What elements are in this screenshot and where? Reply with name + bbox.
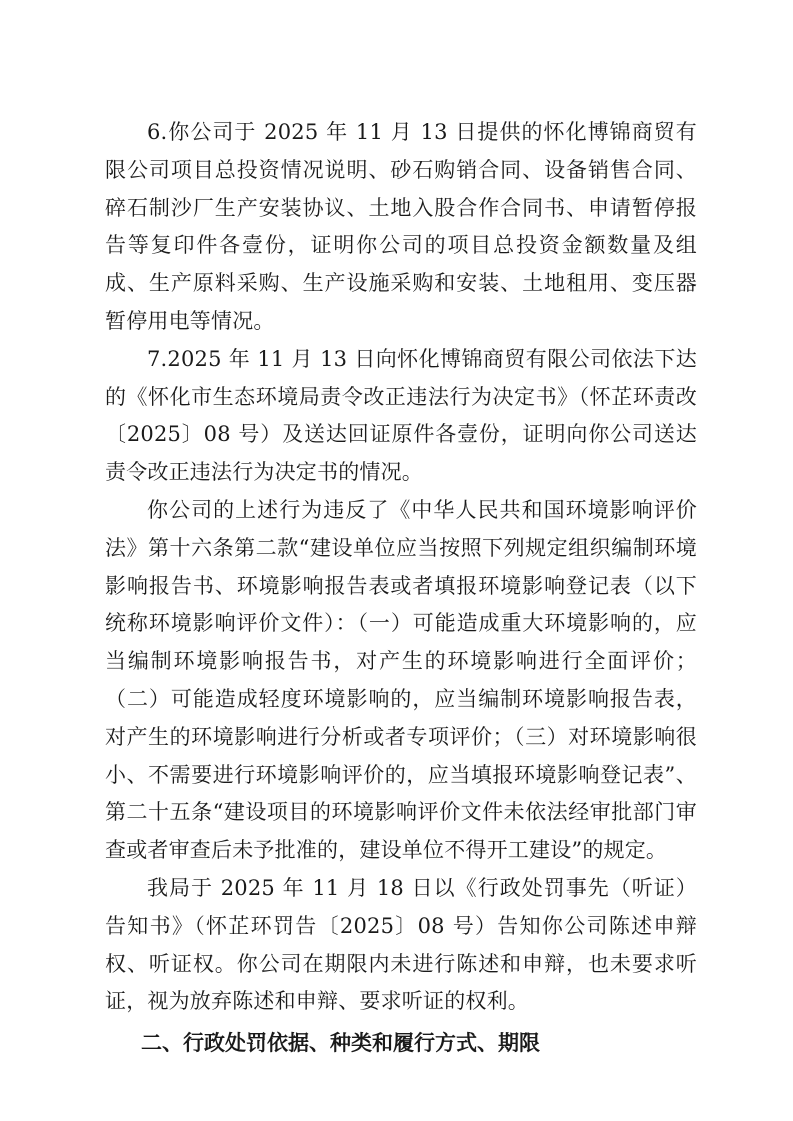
section-heading: 二、行政处罚依据、种类和履行方式、期限 <box>141 1031 540 1056</box>
evidence-item-7: 7.2025 年 11 月 13 日向怀化博锦商贸有限公司依法下达的《怀化市生态环境局责令改正违法行为决定书》（怀芷环责改〔2025〕08 号）及送达回证原件各壹份，证明向你公司送达责令改正违法行为决定书的情况。 <box>105 346 697 485</box>
violation-statement: 你公司的上述行为违反了《中华人民共和国环境影响评价法》第十六条第二款“建设单位应当按照下列规定组织编制环境影响报告书、环境影响报告表或者填报环境影响登记表（以下统称环境影响评价文件）：（一）可能造成重大环境影响的，应当编制环境影响报告书，对产生的环境影响进行全面评价；（二）可能造成轻度环境影响的，应当编制环境影响报告表，对产生的环境影响进行分析或者专项评价；（三）对环境影响很小、不需要进行环境影响评价的，应当填报环境影响登记表”、第二十五条“建设项目的环境影响评价文件未依法经审批部门审查或者审查后未予批准的，建设单位不得开工建设”的规定。 <box>105 497 697 863</box>
evidence-item-6: 6.你公司于 2025 年 11 月 13 日提供的怀化博锦商贸有限公司项目总投资情况说明、砂石购销合同、设备销售合同、碎石制沙厂生产安装协议、土地入股合作合同书、申请暂停报告等复印件各壹份，证明你公司的项目总投资金额数量及组成、生产原料采购、生产设施采购和安装、土地租用、变压器暂停用电等情况。 <box>105 120 697 333</box>
document-body <box>105 114 697 1063</box>
hearing-notice-statement: 我局于 2025 年 11 月 18 日以《行政处罚事先（听证）告知书》（怀芷环罚告〔2025〕08 号）告知你公司陈述申辩权、听证权。你公司在期限内未进行陈述和申辩，也未要求听证，视为放弃陈述和申辩、要求听证的权利。 <box>105 875 697 1014</box>
